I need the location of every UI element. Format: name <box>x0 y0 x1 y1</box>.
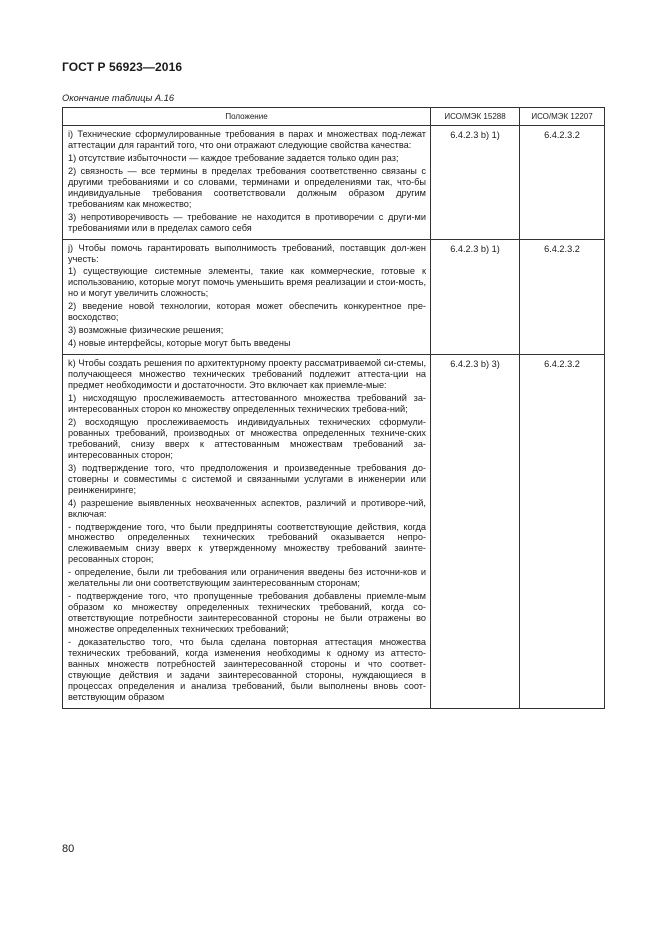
requirement-paragraph: 3) непротиворечивость — требование не находится в противоречии с други-ми требованиями или в пределах самого себя <box>68 211 426 233</box>
requirement-paragraph: k) Чтобы создать решения по архитектурному проекту рассматриваемой си-стемы, получающееся множество технических требований подлежит аттеста-ции на предмет необходимости и достаточности. Это включает как приемле-мые: <box>68 358 426 391</box>
table-caption: Окончание таблицы А.16 <box>62 93 175 103</box>
column-header-iso15288: ИСО/МЭК 15288 <box>431 108 520 126</box>
column-header-position: Положение <box>63 108 431 126</box>
column-header-iso12207: ИСО/МЭК 12207 <box>520 108 605 126</box>
table-row <box>63 126 605 240</box>
table-row <box>63 355 605 709</box>
iso12207-ref: 6.4.2.3.2 <box>520 355 605 709</box>
requirement-paragraph: 4) разрешение выявленных неохваченных аспектов, различий и противоре-чий, включая: <box>68 497 426 519</box>
requirement-paragraph: j) Чтобы помочь гарантировать выполнимость требований, поставщик дол-жен учесть: <box>68 242 426 264</box>
page-number: 80 <box>62 843 75 855</box>
requirement-paragraph: - определение, были ли требования или ограничения введены без источни-ков и желательны ли они соответствующим заинтересованным сторонам; <box>68 567 426 589</box>
requirement-paragraph: 3) подтверждение того, что предположения и произведенные требования до-стоверны и совместимы с системой и связанными услугами в инженерии или реинжениринге; <box>68 462 426 495</box>
requirement-paragraph: 4) новые интерфейсы, которые могут быть введены <box>68 338 291 349</box>
iso15288-ref: 6.4.2.3 b) 3) <box>431 355 520 709</box>
requirement-paragraph: 2) восходящую прослеживаемость индивидуальных технических сформули-рованных требований, производных от множества определенных техниче-ских требований, снизу вверх к аттестованным множествам требований за-интересованных сторон; <box>68 416 426 460</box>
iso12207-ref: 6.4.2.3.2 <box>520 239 605 355</box>
requirement-paragraph: - подтверждение того, что пропущенные требования добавлены приемле-мым образом ко множеству определенных технических требований, когда со-ответствующие потребности заинтересованной стороны не были отражены во множестве определенных технических требований; <box>68 591 426 635</box>
iso12207-ref: 6.4.2.3.2 <box>520 126 605 240</box>
requirement-cell <box>63 239 431 355</box>
requirement-cell <box>63 126 431 240</box>
requirement-paragraph: 3) возможные физические решения; <box>68 325 224 336</box>
iso15288-ref: 6.4.2.3 b) 1) <box>431 126 520 240</box>
requirement-paragraph: 1) существующие системные элементы, такие как коммерческие, готовые к использованию, которые могут помочь уменьшить время реализации и стои-мость, но и могут увеличить сложность; <box>68 266 426 299</box>
iso15288-ref: 6.4.2.3 b) 1) <box>431 239 520 355</box>
requirement-cell <box>63 355 431 709</box>
requirement-paragraph: 1) отсутствие избыточности — каждое требование задается только один раз; <box>68 152 399 163</box>
table-row <box>63 239 605 355</box>
document-title: ГОСТ Р 56923—2016 <box>62 60 183 74</box>
requirement-paragraph: i) Технические сформулированные требования в парах и множествах под-лежат аттестации для гарантий того, что они отражают следующие свойства качества: <box>68 129 426 150</box>
requirements-table <box>62 107 605 709</box>
requirement-paragraph: - подтверждение того, что были предприняты соответствующие действия, когда множество определенных технических требований оказывается непро-слеживаемым снизу вверх к утвержденному множеству требований заинте-ресованных сторон; <box>68 521 426 565</box>
requirement-paragraph: - доказательство того, что была сделана повторная аттестация множества технических требований, когда изменения необходимы к одному из аттесто-ванных множеств потребностей заинтересованной стороны и что соответ-ствующие действия и задачи заинтересованной стороны, нуждающиеся в процессах определения и анализа требований, были выполнены вновь соот-ветствующим образом <box>68 637 426 702</box>
requirement-paragraph: 1) нисходящую прослеживаемость аттестованного множества требований за-интересованных сторон ко множеству определенных технических требова-ний; <box>68 393 426 414</box>
requirement-paragraph: 2) введение новой технологии, которая может обеспечить конкурентное пре-восходство; <box>68 301 426 323</box>
table-header-row <box>63 108 605 126</box>
requirement-paragraph: 2) связность — все термины в пределах требования соответственно связаны с другими требованиями и со словами, терминами и определениями так, что-бы индивидуальные требования соответствовали должным образом другим требованиям как множество; <box>68 165 426 209</box>
